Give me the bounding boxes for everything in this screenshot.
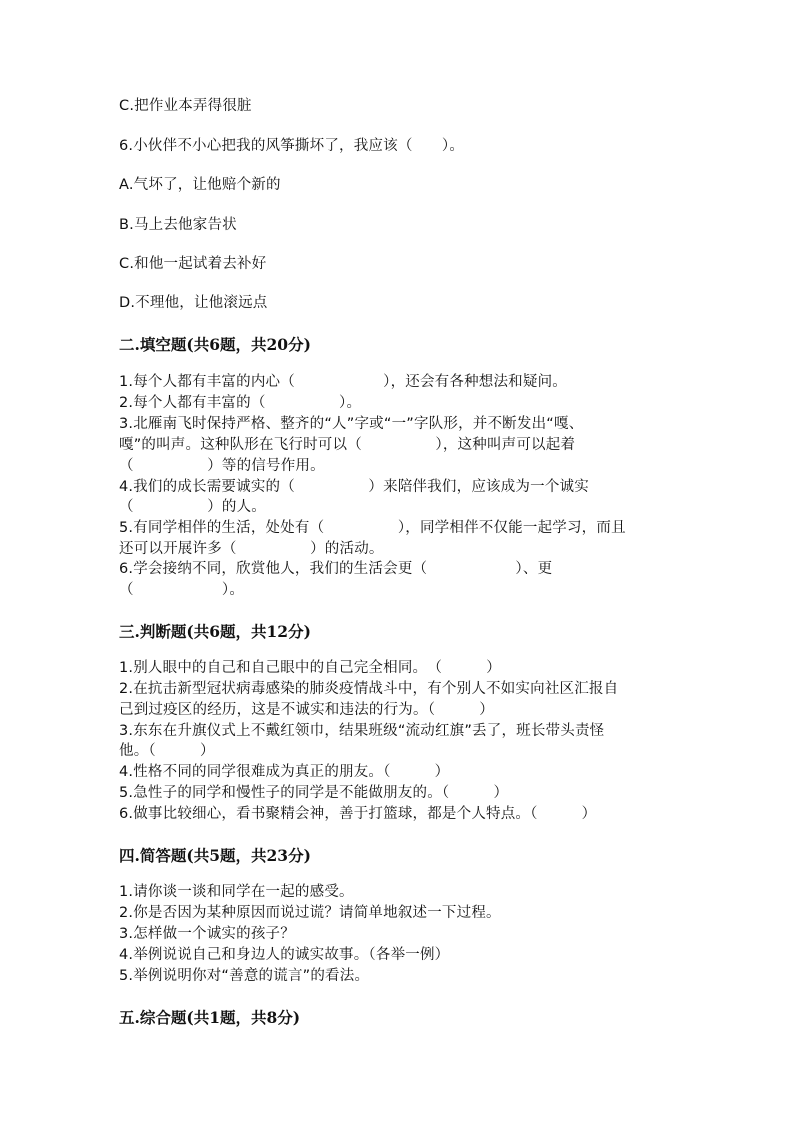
fill-line: 1.每个人都有丰富的内心（ ），还会有各种想法和疑问。 xyxy=(119,374,567,390)
short-line: 4.举例说说自己和身边人的诚实故事。（各举一例） xyxy=(119,947,450,963)
short-line: 5.举例说明你对“善意的谎言”的看法。 xyxy=(119,968,370,984)
judge-line: 2.在抗击新型冠状病毒感染的肺炎疫情战斗中，有个别人不如实向社区汇报自 xyxy=(119,681,619,697)
judge-line: 1.别人眼中的自己和自己眼中的自己完全相同。 （ ） xyxy=(119,660,501,676)
fill-line: （ ）等的信号作用。 xyxy=(119,458,325,474)
short-line: 3.怎样做一个诚实的孩子？ xyxy=(119,926,295,942)
section-heading-fill: 二.填空题(共6题，共20分) xyxy=(119,335,311,354)
judge-line: 4.性格不同的同学很难成为真正的朋友。（ ） xyxy=(119,764,450,780)
fill-line: 还可以开展许多（ ）的活动。 xyxy=(119,541,384,557)
option-6d: D.不理他，让他滚远点 xyxy=(119,295,268,311)
option-6b: B.马上去他家告状 xyxy=(119,217,237,233)
fill-line: 5.有同学相伴的生活，处处有（ ），同学相伴不仅能一起学习，而且 xyxy=(119,520,626,536)
option-5c: C.把作业本弄得很脏 xyxy=(119,98,252,114)
question-6: 6.小伙伴不小心把我的风筝撕坏了，我应该（ ）。 xyxy=(119,138,465,154)
section-heading-judge: 三.判断题(共6题，共12分) xyxy=(119,622,311,641)
section-heading-comprehensive: 五.综合题(共1题，共8分) xyxy=(119,1008,301,1027)
judge-line: 己到过疫区的经历，这是不诚实和违法的行为。（ ） xyxy=(119,702,494,718)
judge-line: 6.做事比较细心，看书聚精会神，善于打篮球，都是个人特点。（ ） xyxy=(119,806,597,822)
judge-line: 5.急性子的同学和慢性子的同学是不能做朋友的。（ ） xyxy=(119,785,509,801)
section-heading-short: 四.简答题(共5题，共23分) xyxy=(119,846,311,865)
fill-line: 6.学会接纳不同，欣赏他人，我们的生活会更（ ）、更 xyxy=(119,561,553,577)
option-6c: C.和他一起试着去补好 xyxy=(119,256,267,272)
fill-line: 嘎”的叫声。这种队形在飞行时可以（ ），这种叫声可以起着 xyxy=(119,437,576,453)
judge-line: 他。（ ） xyxy=(119,743,215,759)
fill-line: 2.每个人都有丰富的（ ）。 xyxy=(119,395,362,411)
option-6a: A.气坏了，让他赔个新的 xyxy=(119,177,281,193)
short-line: 1.请你谈一谈和同学在一起的感受。 xyxy=(119,884,354,900)
fill-line: （ ）。 xyxy=(119,582,245,598)
fill-line: 4.我们的成长需要诚实的（ ）来陪伴我们，应该成为一个诚实 xyxy=(119,479,589,495)
judge-line: 3.东东在升旗仪式上不戴红领巾，结果班级“流动红旗”丢了，班长带头责怪 xyxy=(119,723,605,739)
fill-line: （ ）的人。 xyxy=(119,499,266,515)
short-line: 2.你是否因为某种原因而说过谎？请简单地叙述一下过程。 xyxy=(119,905,501,921)
fill-line: 3.北雁南飞时保持严格、整齐的“人”字或“一”字队形，并不断发出“嘎、 xyxy=(119,416,584,432)
